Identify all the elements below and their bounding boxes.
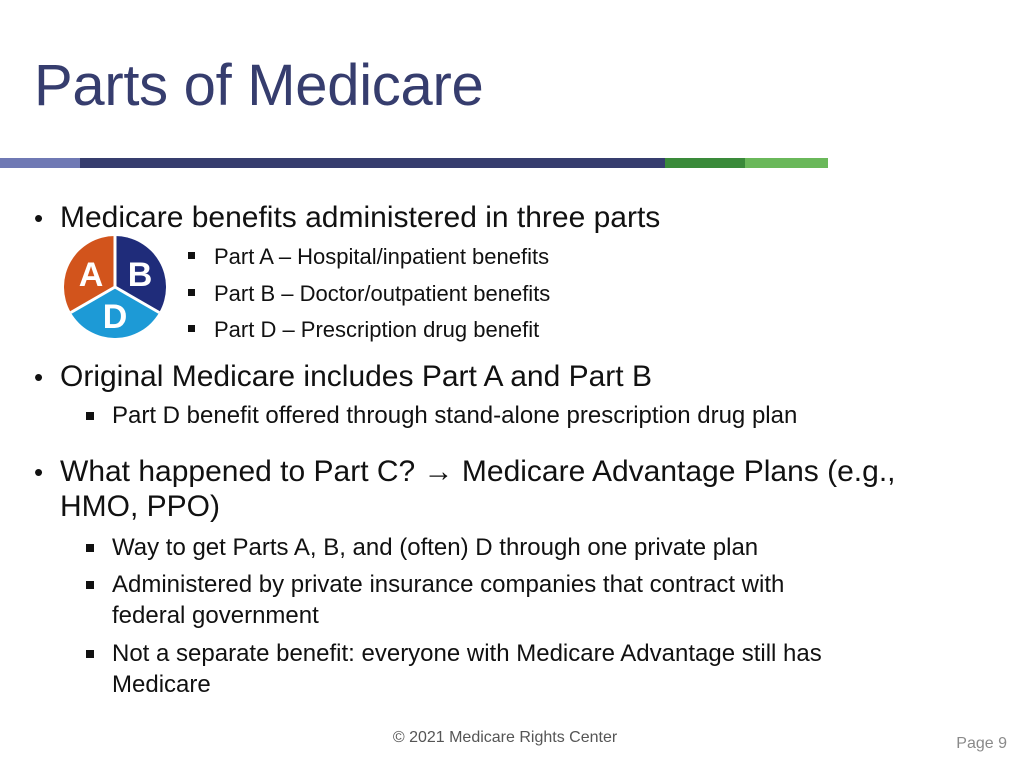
sub-bullet-text: Part B – Doctor/outpatient benefits xyxy=(214,281,551,306)
sub-bullet-text: Part A – Hospital/inpatient benefits xyxy=(214,244,550,269)
sub-bullet-text-continued: federal government xyxy=(112,602,319,629)
square-bullet xyxy=(86,581,94,589)
logo-letter-d: D xyxy=(102,298,128,336)
divider-segment-4 xyxy=(745,158,828,168)
divider-segment-1 xyxy=(0,158,80,168)
sub-bullet-text-continued: Medicare xyxy=(112,671,211,698)
bullet-dot: • xyxy=(34,362,44,392)
bullet-dot: • xyxy=(34,457,44,487)
square-bullet xyxy=(188,252,195,259)
sub-bullet-text: Not a separate benefit: everyone with Medicare Advantage still has xyxy=(112,640,822,667)
copyright-footer: © 2021 Medicare Rights Center xyxy=(392,729,618,746)
divider-segment-2 xyxy=(80,158,665,168)
square-bullet xyxy=(86,650,94,658)
bullet-text: Original Medicare includes Part A and Part B xyxy=(60,360,652,393)
bullet-text-line-1: What happened to Part C? → Medicare Advantage Plans (e.g., xyxy=(60,455,896,488)
sub-bullet-text: Administered by private insurance companies that contract with xyxy=(112,571,785,598)
bullet-dot: • xyxy=(34,203,44,233)
square-bullet xyxy=(188,289,195,296)
divider-segment-3 xyxy=(665,158,745,168)
slide-title: Parts of Medicare xyxy=(34,53,484,118)
title-divider xyxy=(0,158,828,168)
square-bullet xyxy=(86,544,94,552)
sub-bullet-text: Part D benefit offered through stand-alone prescription drug plan xyxy=(112,402,798,429)
square-bullet xyxy=(86,412,94,420)
logo-letter-a: A xyxy=(78,256,104,294)
bullet-text: Medicare benefits administered in three parts xyxy=(60,201,661,234)
logo-letter-b: B xyxy=(127,256,153,294)
page-number: Page 9 xyxy=(956,735,1007,752)
square-bullet xyxy=(188,325,195,332)
bullet-text-line-2: HMO, PPO) xyxy=(60,490,221,523)
sub-bullet-text: Way to get Parts A, B, and (often) D through one private plan xyxy=(112,534,759,561)
medicare-parts-abd-icon xyxy=(64,236,166,338)
sub-bullet-text: Part D – Prescription drug benefit xyxy=(214,317,540,342)
